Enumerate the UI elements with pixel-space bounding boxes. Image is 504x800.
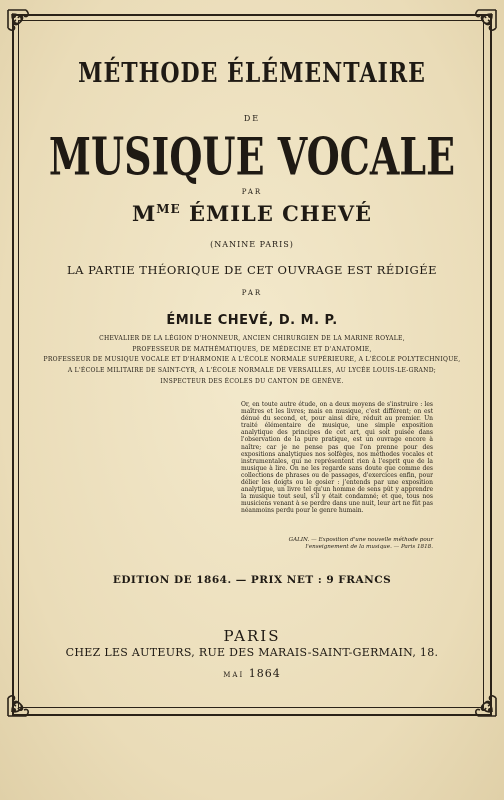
corner-ornament-icon [4, 6, 50, 52]
inner-border [18, 20, 484, 708]
corner-ornament-icon [454, 6, 500, 52]
credential-line: PROFESSEUR DE MUSIQUE VOCALE ET D'HARMONIE A L'ÉCOLE NORMALE SUPÉRIEURE, A L'ÉCOLE POLYTECHNIQUE, [43, 356, 461, 363]
edition-price: EDITION DE 1864. — PRIX NET : 9 FRANCS [112, 574, 392, 586]
corner-ornament-icon [4, 674, 50, 720]
partie-statement: LA PARTIE THÉORIQUE DE CET OUVRAGE EST RÉDIGÉE [66, 263, 437, 277]
credential-line: A L'ÉCOLE MILITAIRE DE SAINT-CYR, A L'ÉCOLE NORMALE DE VERSAILLES, AU LYCÉE LOUIS-LE-GRAND; [67, 367, 437, 374]
author-prefix: M [131, 201, 157, 226]
author-name-text: ÉMILE CHEVÉ [188, 201, 373, 226]
par-label-2: PAR [241, 289, 263, 297]
corner-ornament-icon [454, 674, 500, 720]
credential-line: CHEVALIER DE LA LÉGION D'HONNEUR, ANCIEN CHIRURGIEN DE LA MARINE ROYALE, [99, 335, 405, 342]
epigraph-quote: Or, en toute autre étude, on a deux moyens de s'instruire : les maîtres et les livres; mais en musique, c'est différent; on est dénué du second, et, pour ainsi dire, réduit au premier. Un traité élémentaire de musique, une simple exposition analytique des principes de cet art, qui soit puisée dans l'observation de la pure pratique, est un ouvrage encore à naître; car je ne pense pas que l'on prenne pour des expositions analytiques nos solfèges, nos méthodes vocales et instrumentales, qui ne représentent rien à l'esprit que de la musique à lire. On ne les regarde sans doute que comme des collections de phrases ou de passages, d'exercices enfin, pour délier les doigts ou le gosier : j'entends par une exposition analytique, un livre tel qu'un homme de sens pût y apprendre la musique tout seul, s'il y était condamné; et que, tous nos musiciens venant à se perdre dans une nuit, leur art ne fût pas néanmoins perdu pour le genre humain. [241, 401, 433, 515]
title-connector: DE [243, 114, 261, 123]
publication-date [0, 667, 504, 680]
publisher-address: CHEZ LES AUTEURS, RUE DES MARAIS-SAINT-GERMAIN, 18. [65, 646, 439, 659]
author-prefix-sup: ME [156, 202, 181, 216]
author-name [0, 201, 504, 226]
author-note: (NANINE PARIS) [210, 240, 294, 249]
credential-line: INSPECTEUR DES ÉCOLES DU CANTON DE GENÈVE. [160, 378, 344, 385]
epigraph-source-line: l'enseignement de la musique. — Paris 1818. [305, 544, 433, 550]
epigraph-source [241, 537, 433, 551]
epigraph-source-line: GALIN. — Exposition d'une nouvelle méthode pour [288, 537, 433, 543]
second-author: ÉMILE CHEVÉ, D. M. P. [166, 313, 338, 328]
title-line-2: MUSIQUE VOCALE [48, 126, 456, 187]
date-month: MAI [223, 671, 245, 679]
credential-line: PROFESSEUR DE MATHÉMATIQUES, DE MÉDECINE ET D'ANATOMIE, [132, 346, 372, 353]
date-year: 1864 [248, 667, 281, 680]
par-label-1: PAR [241, 188, 263, 196]
title-line-1: MÉTHODE ÉLÉMENTAIRE [78, 56, 426, 90]
city: PARIS [223, 627, 281, 645]
